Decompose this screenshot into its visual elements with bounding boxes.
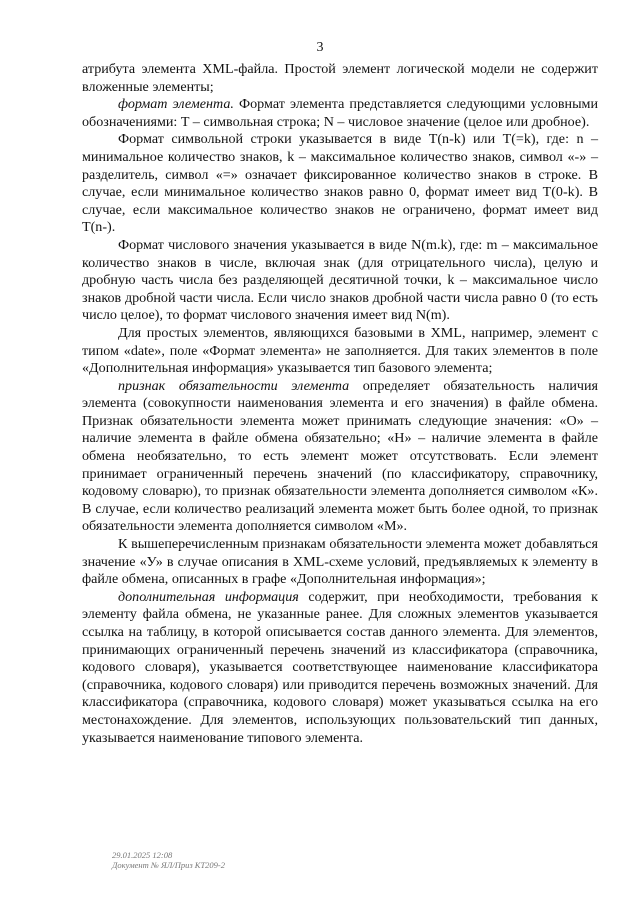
defined-term: признак обязательности элемента: [118, 377, 350, 394]
paragraph-text: Формат элемента представляется следующими условными обозначениями: T – символьная строка; N – числовое значение (целое или дробное).: [82, 96, 599, 130]
defined-term: дополнительная информация: [118, 588, 299, 605]
paragraph-text: К вышеперечисленным признакам обязательности элемента может добавляться значение «У» в случае описания в XML-схеме условий, предъявляемых к элементу в файле обмена, описанных в графе «Дополнительная информация»;: [82, 536, 598, 588]
page-number: 3: [316, 40, 324, 55]
print-stamp-doc-ref: Документ № ЯЛ/Приз КТ209-2: [112, 860, 225, 870]
paragraph-text: Для простых элементов, являющихся базовыми в XML, например, элемент с типом «date», поле «Формат элемента» не заполняется. Для таких элементов в поле «Дополнительная информация» указывается тип базового элемента;: [82, 324, 598, 377]
paragraph-text: определяет обязательность наличия элемента (совокупности наименования элемента и его значения) в файле обмена. Признак обязательности элемента может принимать следующие значения: «О» – наличие элемента в файле обмена обязательно; «Н» – наличие элемента в файле обмена необязательно, то есть элемент может отсутствовать. Если элемент принимает ограниченный перечень значений (по классификатору, справочнику, кодовому словарю), то признак обязательности элемента дополняется символом «К». В случае, если количество реализаций элемента может быть более одной, то признак обязательности элемента дополняется символом «М».: [82, 377, 599, 535]
defined-term: формат элемента.: [118, 96, 234, 113]
paragraph: [82, 96, 598, 131]
paragraph-text: атрибута элемента XML-файла. Простой элемент логической модели не содержит вложенные элементы;: [82, 61, 598, 95]
paragraph-text: Формат числового значения указывается в виде N(m.k), где: m – максимальное количество знаков в числе, включая знак (для отрицательного числа), целую и дробную часть числа без разделяющей десятичной точки, k – максимальное число знаков дробной части числа. Если число знаков дробной части числа равно 0 (то есть число целое), то формат числового значения имеет вид N(m).: [82, 236, 598, 324]
paragraph: [82, 536, 598, 589]
print-stamp-date: 29.01.2025 12:08: [112, 850, 173, 860]
document-body: [82, 61, 598, 747]
paragraph: [82, 237, 598, 325]
paragraph-text: содержит, при необходимости, требования к элементу файла обмена, не указанные ранее. Для сложных элементов указывается ссылка на таблицу, в которой описывается состав данного элемента. Для элементов, принимающих ограниченный перечень значений из классификатора (справочника, кодового словаря), указывается соответствующее наименование классификатора (справочника, кодового словаря) или приводится перечень возможных значений. Для классификатора (справочника, кодового словаря) может указываться ссылка на его местонахождение. Для элементов, использующих пользовательский тип данных, указывается наименование типового элемента.: [82, 588, 599, 746]
paragraph: [82, 589, 598, 747]
paragraph-text: Формат символьной строки указывается в виде T(n-k) или T(=k), где: n – минимальное количество знаков, k – максимальное количество знаков, символ «-» – разделитель, символ «=» означает фиксированное количество знаков в строке. В случае, если минимальное количество знаков равно 0, формат имеет вид T(0-k). В случае, если максимальное количество знаков не ограничено, формат имеет вид T(n-).: [82, 131, 598, 236]
paragraph: [82, 131, 598, 237]
print-stamp: [112, 850, 225, 870]
paragraph: [82, 325, 598, 378]
paragraph: [82, 61, 598, 96]
paragraph: [82, 378, 598, 536]
